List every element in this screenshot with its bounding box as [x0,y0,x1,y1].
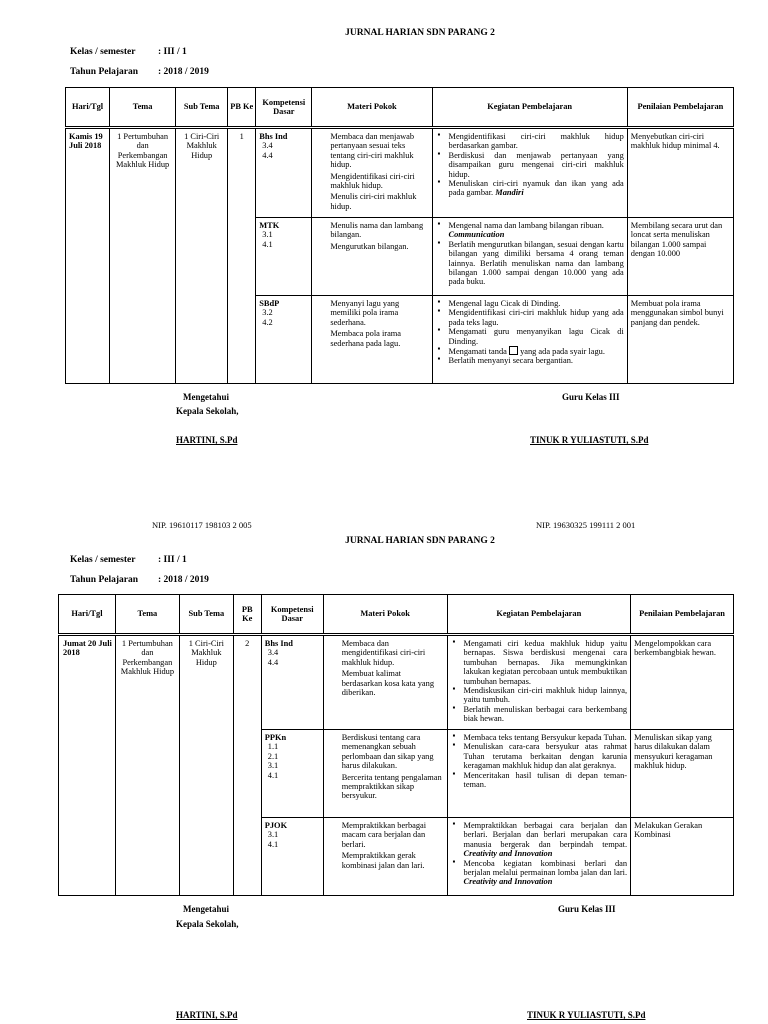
kegiatan-cell [432,128,627,218]
materi-item: Mengurutkan bilangan. [330,241,409,251]
kd-cell [256,218,312,296]
sig-right-name: TINUK R YULIASTUTI, S.Pd [527,1010,646,1020]
kegiatan-item: ▪ Berdiskusi dan menjawab pertanyaan yang disampaikan guru mengenai ciri-ciri makhluk hidup. [449,151,624,179]
kd-number: 3.4 [262,141,273,151]
kegiatan-item: ▪ Mengenal lagu Cicak di Dinding. [449,299,624,308]
penilaian-cell: Menuliskan sikap yang harus dilakukan dalam mensyukuri keragaman makhluk hidup. [631,730,734,818]
nip-left: NIP. 19610117 198103 2 005 [152,520,252,530]
kegiatan-item: ▪ Mencoba kegiatan kombinasi berlari dan berjalan melalui permainan lomba jalan dan lari. Creativity and Innovation [464,859,628,887]
kd-subject: SBdP [259,299,280,308]
nip-right: NIP. 19630325 199111 2 001 [536,520,636,530]
kelas-label: Kelas / semester [70,555,136,565]
kegiatan-item: ▪ Mempraktikkan berbagai cara berjalan dan berlari. Berjalan dan berlari merupakan cara manusia bergerak dan berpindah tempat. Creativity and Innovation [464,821,628,859]
skill-tag: Creativity and Innovation [463,877,553,887]
sig-left-line2: Kepala Sekolah, [176,919,239,929]
materi-item: Membuat kalimat berdasarkan kosa kata yang diberikan. [341,669,435,698]
tahun-value: : 2018 / 2019 [158,67,209,77]
kelas-value: : III / 1 [158,555,187,565]
kd-number: 2.1 [267,751,279,761]
skill-tag: Mandiri [495,188,524,198]
tahun-value: : 2018 / 2019 [158,575,209,585]
kd-number: 4.2 [262,317,273,327]
kegiatan-item: ▪ Menceritakan hasil tulisan di depan teman-teman. [464,771,628,790]
tema-cell: 1 Pertumbuhan dan Perkembangan Makhluk Hidup [115,635,179,896]
header-tema: Tema [115,595,179,635]
kd-cell [261,818,323,896]
kegiatan-item: ▪ Mengenal nama dan lambang bilangan ribuan. Communication [449,221,624,240]
tahun-row [70,575,209,585]
kegiatan-item: ▪ Mendiskusikan ciri-ciri makhluk hidup lainnya, yaitu tumbuh. [464,686,628,705]
materi-item: Menulis ciri-ciri makhluk hidup. [330,192,417,211]
page-title: JURNAL HARIAN SDN PARANG 2 [345,536,495,546]
kd-subject: PPKn [264,733,287,742]
kd-cell [256,128,312,218]
materi-cell [312,296,432,384]
kelas-value: : III / 1 [158,47,187,57]
table-row [66,128,734,218]
hari-cell: Jumat 20 Juli 2018 [59,635,116,896]
kegiatan-item: ▪ Mengidentifikasi ciri-ciri makhluk hidup yang ada pada teks lagu. [449,308,624,327]
kegiatan-item: ▪ Mengamati guru menyanyikan lagu Cicak di Dinding. [449,327,624,346]
kegiatan-item: ▪ Mengamati ciri kedua makhluk hidup yaitu bernapas. Siswa berdiskusi mengenai cara tumbuhan bernapas. Jika memungkinkan lakukan kegiatan percobaan untuk membuktikan tumbuhan bernapas. [464,639,628,686]
sig-left-line1: Mengetahui [183,904,229,914]
kelas-label: Kelas / semester [70,47,136,57]
subtema-cell: 1 Ciri-Ciri Makhluk Hidup [176,128,228,384]
kd-cell [256,296,312,384]
kegiatan-cell [432,296,627,384]
materi-item: Mempraktikkan gerak kombinasi jalan dan lari. [341,851,425,870]
tema-cell: 1 Pertumbuhan dan Perkembangan Makhluk Hidup [110,128,176,384]
header-materi: Materi Pokok [312,88,432,128]
header-kegiatan: Kegiatan Pembelajaran [447,595,631,635]
kegiatan-item: ▪ Berlatih menyanyi secara bergantian. [449,356,624,365]
sig-left-name: HARTINI, S.Pd [176,435,238,445]
sig-right-line1: Guru Kelas III [562,392,620,402]
kd-number: 3.2 [262,308,273,318]
materi-item: Menyanyi lagu yang memiliki pola irama sederhana. [330,299,400,327]
kegiatan-item: ▪ Menuliskan cara-cara bersyukur atas rahmat Tuhan terutama berkaitan dengan karunia keragaman makhluk hidup dan alat geraknya. [464,742,628,770]
kegiatan-item: ▪ Berlatih menuliskan berbagai cara berkembang biak hewan. [464,705,628,724]
header-pb: PB Ke [233,595,261,635]
penilaian-cell: Menyebutkan ciri-ciri makhluk hidup minimal 4. [627,128,733,218]
header-tema: Tema [110,88,176,128]
kelas-row [70,47,187,57]
kd-number: 1.1 [267,742,279,752]
header-subtema: Sub Tema [179,595,233,635]
penilaian-cell: Membuat pola irama menggunakan simbol bunyi panjang dan pendek. [627,296,733,384]
materi-cell [312,218,432,296]
kegiatan-item: ▪ Mengamati tanda yang ada pada syair lagu. [449,346,624,356]
kd-number: 4.1 [262,239,273,249]
penilaian-cell: Membilang secara urut dan loncat serta menuliskan bilangan 1.000 sampai dengan 10.000 [627,218,733,296]
kd-subject: Bhs Ind [259,132,288,141]
kegiatan-item: ▪ Berlatih mengurutkan bilangan, sesuai dengan kartu bilangan yang dimiliki bersama 4 orang teman lainnya. Berlatih menuliskan nama dan lambang bilangan 1.000 sampai dengan 10.000 yang ada pada buku. [449,240,624,287]
materi-cell [323,730,447,818]
sig-left-line1: Mengetahui [183,392,229,402]
kd-number: 4.1 [267,839,279,849]
penilaian-cell: Mengelompokkan cara berkembangbiak hewan. [631,635,734,730]
header-hari: Hari/Tgl [66,88,110,128]
hari-cell: Kamis 19 Juli 2018 [66,128,110,384]
kd-number: 4.4 [262,150,273,160]
kegiatan-item: ▪ Membaca teks tentang Bersyukur kepada Tuhan. [464,733,628,742]
materi-item: Bercerita tentang pengalaman mempraktikkan sikap bersyukur. [341,772,442,801]
jurnal-table [65,87,734,384]
kelas-row [70,555,187,565]
materi-cell [312,128,432,218]
sig-right-line1: Guru Kelas III [558,904,616,914]
kd-number: 4.4 [267,657,279,667]
kd-subject: PJOK [264,821,288,830]
header-kegiatan: Kegiatan Pembelajaran [432,88,627,128]
tahun-row [70,67,209,77]
penilaian-cell: Melakukan Gerakan Kombinasi [631,818,734,896]
kd-number: 3.1 [262,230,273,240]
kd-number: 3.1 [267,830,279,840]
materi-item: Membaca dan mengidentifikasi ciri-ciri makhluk hidup. [341,639,426,667]
kd-cell [261,730,323,818]
header-penilaian: Penilaian Pembelajaran [627,88,733,128]
kegiatan-cell [447,635,631,730]
header-hari: Hari/Tgl [59,595,116,635]
square-symbol-icon [509,346,518,355]
page-title: JURNAL HARIAN SDN PARANG 2 [345,28,495,38]
kegiatan-cell [447,818,631,896]
tahun-label: Tahun Pelajaran [70,67,139,77]
pb-cell: 1 [228,128,256,384]
materi-cell [323,635,447,730]
header-penilaian: Penilaian Pembelajaran [631,595,734,635]
header-subtema: Sub Tema [176,88,228,128]
header-kd: Kompetensi Dasar [256,88,312,128]
materi-item: Membaca dan menjawab pertanyaan sesuai teks tentang ciri-ciri makhluk hidup. [330,132,415,170]
kegiatan-cell [432,218,627,296]
header-kd: Kompetensi Dasar [261,595,323,635]
kegiatan-item: ▪ Menuliskan ciri-ciri nyamuk dan ikan yang ada pada gambar. Mandiri [449,179,624,198]
materi-cell [323,818,447,896]
header-materi: Materi Pokok [323,595,447,635]
sig-left-line2: Kepala Sekolah, [176,406,239,416]
sig-right-name: TINUK R YULIASTUTI, S.Pd [530,435,649,445]
kd-subject: MTK [259,221,280,230]
kd-number: 3.4 [267,648,279,658]
sig-left-name: HARTINI, S.Pd [176,1010,238,1020]
subtema-cell: 1 Ciri-Ciri Makhluk Hidup [179,635,233,896]
kegiatan-item: ▪ Mengidentifikasi ciri-ciri makhluk hidup berdasarkan gambar. [449,132,624,151]
table-row [59,635,734,730]
kd-subject: Bhs Ind [264,639,293,648]
kegiatan-cell [447,730,631,818]
pb-cell: 2 [233,635,261,896]
table-header-row [59,595,734,635]
kd-number: 3.1 [267,761,279,771]
jurnal-table [58,594,734,896]
materi-item: Mempraktikkan berbagai macam cara berjalan dan berlari. [341,821,427,849]
materi-item: Membaca pola irama sederhana pada lagu. [330,329,402,348]
kd-number: 4.1 [267,770,279,780]
tahun-label: Tahun Pelajaran [70,575,139,585]
materi-item: Menulis nama dan lambang bilangan. [330,221,424,240]
kd-cell [261,635,323,730]
materi-item: Berdiskusi tentang cara memenangkan sebuah perlombaan dan sikap yang harus dilakukan. [341,733,434,771]
materi-item: Mengidentifikasi ciri-ciri makhluk hidup. [330,171,415,191]
skill-tag: Communication [448,230,505,240]
table-header-row [66,88,734,128]
skill-tag: Creativity and Innovation [463,849,553,859]
header-pb: PB Ke [228,88,256,128]
